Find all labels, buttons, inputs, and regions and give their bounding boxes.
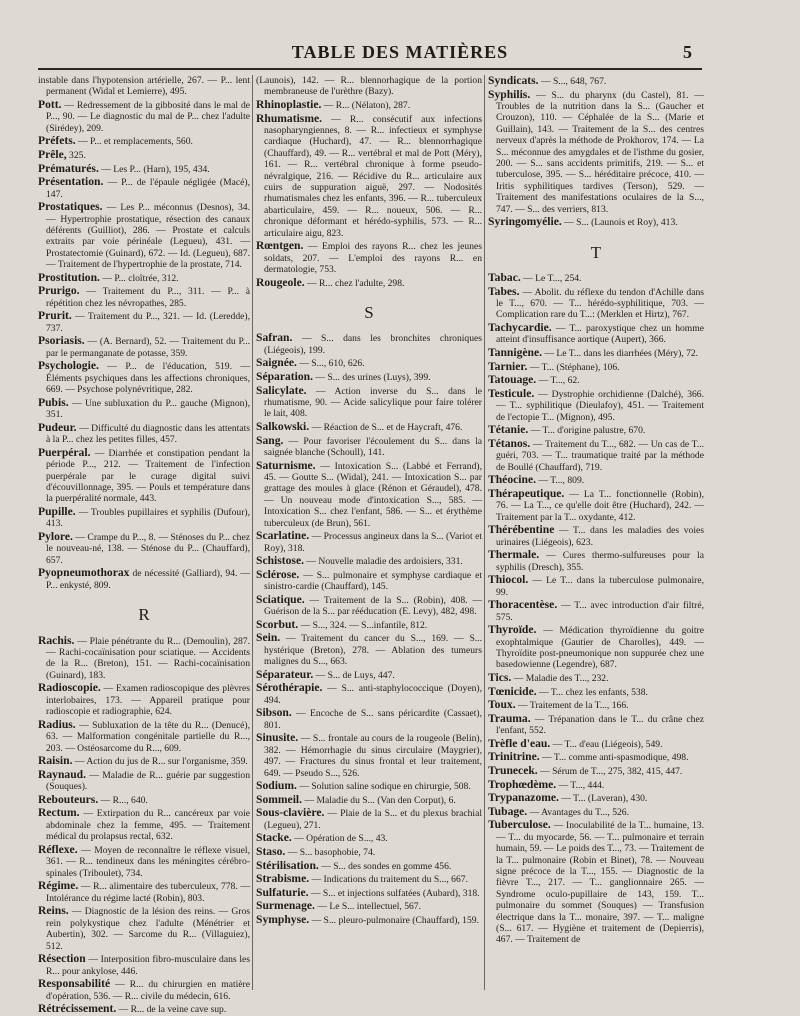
index-entry bbox=[256, 860, 482, 872]
section-letter: R bbox=[138, 605, 150, 625]
entry-text: — R... (Nélaton), 287. bbox=[323, 100, 411, 111]
entry-text: — P... de l'épaule négligée (Macé), 147. bbox=[46, 177, 251, 200]
index-entry bbox=[38, 719, 250, 754]
entry-headword: Pyopneumothorax bbox=[38, 566, 130, 580]
entry-text: — (A. Bernard), 52. — Traitement du P... par le permanganate de potasse, 359. bbox=[46, 336, 250, 359]
entry-headword: Rétrécissement. bbox=[38, 1002, 117, 1016]
entry-text: — Traitement du P..., 311. — P... à répétition chez les névropathes, 285. bbox=[46, 286, 250, 309]
index-entry bbox=[488, 374, 704, 386]
entry-headword: Stérilisation. bbox=[256, 858, 319, 872]
index-entry bbox=[488, 347, 704, 359]
entry-text: — Difficulté du diagnostic dans les attentats à la P... chez les petites filles, 457. bbox=[46, 422, 250, 446]
entry-headword: Prêle, bbox=[38, 148, 67, 161]
index-entry bbox=[38, 880, 250, 904]
entry-headword: Résection bbox=[38, 952, 86, 966]
index-entry bbox=[488, 599, 704, 623]
entry-headword: Prématurés. bbox=[38, 161, 99, 175]
entry-headword: Tabac. bbox=[488, 271, 521, 285]
entry-headword: Tétanos. bbox=[488, 436, 531, 450]
entry-text: — Extirpation du R... cancéreux par voie abdominale chez la femme, 495. — Traitement médical du prolapsus rectal, 632. bbox=[46, 808, 250, 843]
entry-headword: Présentation. bbox=[38, 175, 104, 189]
entry-headword: Puerpéral. bbox=[38, 445, 91, 459]
entry-text: — S..., 648, 767. bbox=[540, 76, 607, 87]
index-entry bbox=[488, 216, 704, 228]
entry-headword: Sein. bbox=[256, 631, 281, 645]
entry-text: — Indications du traitement du S..., 667. bbox=[311, 874, 468, 886]
index-entry bbox=[488, 738, 704, 750]
entry-headword: Raisin. bbox=[38, 754, 73, 768]
entry-text: — Redressement de la gibbosité dans le mal de P..., 90. — Le diagnostic du mal de P... chez l'adulte (Sirédey), 209. bbox=[46, 100, 250, 134]
entry-headword: Sulfaturie. bbox=[256, 885, 309, 899]
entry-headword: Prostitution. bbox=[38, 270, 100, 284]
index-entry bbox=[38, 844, 250, 879]
entry-headword: Thérébentine bbox=[488, 523, 555, 537]
entry-headword: Toux. bbox=[488, 698, 516, 712]
index-entry bbox=[488, 765, 704, 777]
entry-headword: Prurit. bbox=[38, 309, 72, 323]
index-column-3 bbox=[488, 75, 704, 990]
index-entry bbox=[256, 569, 482, 593]
entry-text: — S... du pharynx (du Castel), 81. — Troubles de la nutrition dans la S... (Gaucher et Crouzon), 110. — Céphalée de la S... (Marie et Guillain), 143. — Traitement de la S... des centres nerveux d'après la méthode de Prokhorov, 174. — La S... méconnue des amygdales et de l'isthme du gosier, 200. — S... sans accidents primitifs, 219. — S... et tuberculose, 395. — S... héréditaire précoce, 410. — Iritis syphilitiques tardives (Terson), 529. — Traitement des manifestations oculaires de la S..., 747. — S... des verriers, 813. bbox=[496, 89, 704, 215]
index-entry bbox=[256, 357, 482, 369]
index-entry bbox=[488, 388, 704, 423]
entry-text: — S... anti-staphylococcique (Doyen), 494. bbox=[264, 683, 482, 706]
entry-text: — Diarrhée et constipation pendant la période P..., 212. — Traitement de l'infection puerpérale par le curage digital suivi d'écouvillonnage, 395. — Pouls et température dans la puerpéralité normale, 443. bbox=[46, 447, 250, 505]
index-entry bbox=[488, 286, 704, 321]
entry-text: (Launois), 142. — R... blennorhagique de la portion membraneuse de l'urèthre (Bazy). bbox=[256, 75, 482, 98]
index-entry bbox=[488, 75, 704, 87]
index-entry bbox=[256, 75, 482, 98]
entry-headword: Salicylate. bbox=[256, 383, 307, 397]
entry-headword: Symphyse. bbox=[256, 913, 310, 927]
entry-text: — R..., 640. bbox=[100, 794, 148, 806]
index-column-2 bbox=[256, 75, 482, 990]
entry-text: — Traitement du P..., 321. — Id. (Leredde), 737. bbox=[46, 311, 250, 334]
entry-headword: Sommeil. bbox=[256, 792, 303, 806]
entry-text: — Intoxication S... (Labbé et Ferrand), 45. — Goutte S... (Widal), 241. — Intoxication S... par grattage des moules à glace (Rénon et Géraudel), 478. — Un nouveau mode d'intoxication S..., 585. — Intoxication S... chez l'enfant, 586. — S... et érythème tuberculeux (de Brun), 561. bbox=[264, 460, 482, 529]
entry-text: — Crampe du P..., 8. — Sténoses du P... chez le nouveau-né, 138. — Sténose du P... (Chauffard), 657. bbox=[46, 532, 250, 566]
entry-text: — Opération de S..., 43. bbox=[294, 833, 388, 845]
column-divider bbox=[484, 75, 485, 990]
entry-headword: Thyroïde. bbox=[488, 623, 537, 637]
index-entry bbox=[256, 846, 482, 858]
entry-headword: Pott. bbox=[38, 98, 62, 111]
index-entry bbox=[38, 807, 250, 842]
entry-text: — Médication thyroïdienne du goitre exophtalmique (Gautier de Charolles), 449. — Thyroïdite post-pneumonique non suppurée chez une basedowienne (Legendre), 687. bbox=[496, 625, 704, 671]
entry-headword: Trunecek. bbox=[488, 764, 538, 778]
entry-headword: Thérapeutique. bbox=[488, 486, 565, 500]
entry-headword: Psoriasis. bbox=[38, 334, 85, 348]
index-entry bbox=[38, 397, 250, 421]
index-entry bbox=[256, 682, 482, 706]
entry-text: — S... de Luys, 447. bbox=[315, 669, 395, 681]
index-entry bbox=[488, 474, 704, 486]
index-entry bbox=[488, 424, 704, 436]
entry-headword: Sous-clavière. bbox=[256, 806, 325, 820]
index-entry bbox=[38, 360, 250, 395]
entry-headword: Trauma. bbox=[488, 711, 531, 725]
entry-text: — Le S... intellectuel, 567. bbox=[317, 901, 421, 913]
index-entry bbox=[38, 635, 250, 682]
index-entry bbox=[488, 488, 704, 523]
entry-text: — Traitement du cancer du S..., 169. — S... hystérique (Breton), 278. — Ablation des tumeurs malignes du S..., 663. bbox=[264, 633, 482, 668]
entry-headword: Sibson. bbox=[256, 706, 292, 720]
entry-headword: Scarlatine. bbox=[256, 529, 310, 543]
entry-text: — Dystrophie orchidienne (Dalché), 366. — T... syphilitique (Dieulafoy), 451. — Traitement de l'ectopie T... (Mignon), 495. bbox=[496, 388, 704, 423]
entry-headword: Trypanazome. bbox=[488, 791, 559, 805]
entry-text: — T... paroxystique chez un homme atteint d'insuffisance aortique (Aupert), 366. bbox=[496, 323, 704, 346]
entry-headword: Sinusite. bbox=[256, 731, 299, 745]
entry-headword: Trèfle d'eau. bbox=[488, 736, 551, 750]
entry-text: — S..., 324. — S...infantile, 812. bbox=[300, 619, 428, 631]
index-entry bbox=[488, 686, 704, 698]
page-header bbox=[0, 42, 800, 68]
index-entry bbox=[256, 99, 482, 111]
index-entry bbox=[488, 524, 704, 548]
index-entry bbox=[38, 567, 250, 591]
entry-text: — S... dans les bronchites chroniques (Liégeois), 199. bbox=[264, 333, 482, 356]
entry-headword: Trinitrine. bbox=[488, 750, 540, 764]
entry-headword: Saignée. bbox=[256, 356, 297, 370]
entry-text: — Le T..., 254. bbox=[523, 273, 582, 285]
index-entry bbox=[256, 460, 482, 529]
index-entry bbox=[256, 807, 482, 831]
entry-headword: Tachycardie. bbox=[488, 321, 552, 335]
entry-text: — Abolit. du réflexe du tendon d'Achille dans le T..., 670. — T... hérédo-syphilitique, 703. — Complication rare du T...: (Merklen et Hirtz), 767. bbox=[496, 286, 704, 321]
index-entry bbox=[38, 285, 250, 309]
entry-headword: Tannigène. bbox=[488, 346, 543, 360]
index-entry bbox=[38, 335, 250, 359]
entry-headword: Théocine. bbox=[488, 473, 536, 487]
entry-text: — Les P... méconnus (Desnos), 34. — Hypertrophie prostatique, résection des canaux déférents (Guilliot), 286. — Prostate et calculs extraits par voie périnéale (Legueu), 431. — Prostatectomie (Guinard), 672. — Id. (Legueu), 687. — Traitement de l'hypertrophie de la prostate, 714. bbox=[46, 202, 250, 271]
entry-headword: Radius. bbox=[38, 717, 76, 731]
entry-headword: Tubage. bbox=[488, 804, 528, 818]
entry-headword: Prostatiques. bbox=[38, 200, 103, 214]
entry-headword: Sclérose. bbox=[256, 567, 300, 581]
entry-headword: Schistose. bbox=[256, 554, 304, 568]
index-entry bbox=[256, 435, 482, 459]
entry-headword: Séparation. bbox=[256, 370, 314, 384]
entry-text: — P... de l'éducation, 519. — Éléments psychiques dans les affections chroniques, 669. — Psychose polynévritique, 282. bbox=[46, 361, 250, 396]
entry-headword: Préfets. bbox=[38, 134, 76, 148]
index-entry bbox=[38, 149, 250, 161]
entry-headword: Saturnisme. bbox=[256, 458, 316, 472]
entry-text: — P... et remplacements, 560. bbox=[78, 136, 193, 148]
index-column-1 bbox=[38, 75, 251, 1016]
entry-text: — S..., 610, 626. bbox=[299, 358, 365, 370]
entry-text: — Traitement du T..., 682. — Un cas de T... guéri, 703. — T... traumatique traité par la méthode de Boullé (Chauffard), 719. bbox=[496, 438, 704, 473]
entry-text: — Emploi des rayons R... chez les jeunes soldats, 207. — L'emploi des rayons R... en dermatologie, 753. bbox=[264, 241, 482, 276]
entry-text: — Avantages du T..., 526. bbox=[529, 806, 629, 818]
header-rule bbox=[38, 68, 702, 70]
entry-text: — R... alimentaire des tuberculeux, 778. — Intolérance du régime lacté (Robin), 803. bbox=[46, 881, 250, 904]
entry-text: — Nouvelle maladie des ardoisiers, 331. bbox=[306, 556, 463, 568]
entry-text: — Maladie du S... (Van den Corput), 6. bbox=[304, 794, 456, 806]
entry-headword: Thoracentèse. bbox=[488, 598, 558, 612]
entry-headword: Régime. bbox=[38, 879, 79, 893]
entry-headword: Responsabilité bbox=[38, 977, 111, 991]
entry-text: — Troubles pupillaires et syphilis (Dufour), 413. bbox=[46, 507, 250, 530]
index-entry bbox=[38, 272, 250, 284]
entry-headword: Tarnier. bbox=[488, 359, 528, 373]
index-entry bbox=[256, 385, 482, 420]
entry-headword: Pubis. bbox=[38, 395, 69, 409]
index-entry bbox=[488, 549, 704, 573]
index-entry bbox=[256, 900, 482, 912]
entry-headword: Tatouage. bbox=[488, 373, 537, 387]
entry-text: — Diagnostic de la lésion des reins. — Gros rein polykystique chez l'adulte (Ménétrier et Aubertin), 302. — Sarcome du R... (Villaguiez), 512. bbox=[46, 906, 250, 952]
entry-headword: Radioscopie. bbox=[38, 681, 101, 695]
entry-headword: Rhinoplastie. bbox=[256, 98, 322, 111]
entry-text: — Traitement de la S... (Robin), 408. — Guérison de la S... par rééducation (E. Levy), 482, 498. bbox=[264, 594, 483, 618]
index-entry bbox=[256, 832, 482, 844]
entry-text: — S... des sondes en gomme 456. bbox=[321, 860, 452, 872]
entry-headword: Reins. bbox=[38, 904, 69, 918]
index-entry bbox=[488, 792, 704, 804]
entry-text: — Maladie de R... guérie par suggestion (Souques). bbox=[46, 769, 250, 793]
index-entry bbox=[488, 624, 704, 671]
entry-text: — S... (Launois et Roy), 413. bbox=[564, 217, 678, 229]
index-entry bbox=[488, 574, 704, 598]
entry-text: — T... d'origine palustre, 670. bbox=[530, 425, 646, 437]
entry-headword: Sciatique. bbox=[256, 592, 305, 606]
entry-text: — Moyen de reconnaître le réflexe visuel, 361. — R... tendineux dans les méningites cérébro-spinales (Triboulet), 734. bbox=[46, 844, 250, 879]
index-entry bbox=[38, 176, 250, 200]
entry-headword: Pylore. bbox=[38, 530, 73, 544]
entry-headword: Thiocol. bbox=[488, 573, 529, 587]
entry-text: — Le T... dans la tuberculose pulmonaire, 99. bbox=[496, 575, 705, 598]
index-entry bbox=[256, 619, 482, 631]
entry-text: 325. bbox=[69, 150, 86, 161]
index-entry bbox=[38, 99, 250, 134]
entry-headword: Testicule. bbox=[488, 386, 535, 400]
index-entry bbox=[256, 240, 482, 275]
index-entry bbox=[488, 322, 704, 346]
entry-headword: Rougeole. bbox=[256, 275, 305, 289]
entry-headword: Tœnicide. bbox=[488, 684, 537, 698]
entry-headword: Pudeur. bbox=[38, 420, 77, 434]
index-entry bbox=[38, 447, 250, 505]
entry-text: — T..., 809. bbox=[538, 475, 585, 487]
entry-headword: Rectum. bbox=[38, 806, 80, 820]
index-entry bbox=[38, 506, 250, 530]
entry-headword: Sérothérapie. bbox=[256, 681, 323, 695]
index-entry bbox=[256, 914, 482, 926]
index-entry bbox=[256, 594, 482, 618]
index-entry bbox=[488, 806, 704, 818]
entry-text: — Une subluxation du P... gauche (Mignon), 351. bbox=[46, 397, 251, 421]
index-entry bbox=[38, 75, 250, 98]
section-letter: S bbox=[364, 303, 374, 323]
entry-text: — R... du chirurgien en matière d'opération, 536. — R... civile du médecin, 616. bbox=[46, 979, 250, 1002]
entry-headword: Safran. bbox=[256, 331, 293, 345]
entry-headword: Rhumatisme. bbox=[256, 111, 323, 125]
entry-headword: Séparateur. bbox=[256, 667, 314, 681]
entry-text: de nécessité (Galliard), 94. — P... enkysté, 809. bbox=[46, 568, 250, 591]
entry-text: — Interposition fibro-musculaire dans les R... pour ankylose, 446. bbox=[46, 954, 250, 977]
entry-headword: Strabisme. bbox=[256, 872, 310, 886]
entry-text: — T... avec introduction d'air filtré, 575. bbox=[496, 600, 704, 623]
entry-text: — Sérum de T..., 275, 382, 415, 447. bbox=[540, 766, 683, 778]
entry-text: — Processus angineux dans la S... (Variot et Roy), 318. bbox=[264, 531, 482, 554]
index-entry bbox=[488, 779, 704, 791]
entry-headword: Rachis. bbox=[38, 633, 75, 647]
entry-text: — Examen radioscopique des plèvres interlobaires, 173. — Appareil pratique pour radioscopie et radiographie, 624. bbox=[46, 683, 250, 718]
index-entry bbox=[488, 751, 704, 763]
entry-text: — Maladie des T..., 232. bbox=[513, 673, 609, 685]
index-entry bbox=[38, 531, 250, 566]
entry-text: — R... de la veine cave sup. bbox=[118, 1004, 227, 1016]
entry-text: — Action inverse du S... dans le rhumatisme, 90. — Acide salicylique pour faire tolérer le lait, 408. bbox=[264, 385, 482, 420]
entry-text: instable dans l'hypotension artérielle, 267. — P... lent permanent (Widal et Lemierre), 495. bbox=[38, 75, 250, 98]
index-entry bbox=[38, 135, 250, 147]
index-entry bbox=[256, 530, 482, 554]
index-entry bbox=[256, 332, 482, 356]
entry-headword: Raynaud. bbox=[38, 767, 87, 781]
index-entry bbox=[38, 978, 250, 1002]
index-entry bbox=[488, 272, 704, 284]
entry-headword: Rœntgen. bbox=[256, 239, 304, 253]
index-entry bbox=[38, 682, 250, 717]
index-entry bbox=[38, 953, 250, 977]
entry-headword: Syringomyélie. bbox=[488, 215, 562, 229]
index-entry bbox=[488, 699, 704, 711]
entry-text: — Solution saline sodique en chirurgie, 508. bbox=[299, 781, 471, 793]
index-columns bbox=[38, 74, 705, 1016]
index-entry bbox=[38, 755, 250, 767]
entry-headword: Staso. bbox=[256, 845, 286, 859]
entry-text: — P... cloîtrée, 312. bbox=[102, 272, 179, 284]
index-entry bbox=[256, 732, 482, 779]
entry-headword: Sodium. bbox=[256, 779, 297, 793]
index-entry bbox=[256, 780, 482, 792]
entry-headword: Prurigo. bbox=[38, 284, 80, 298]
entry-headword: Rebouteurs. bbox=[38, 792, 99, 806]
index-entry bbox=[256, 887, 482, 899]
entry-headword: Sang. bbox=[256, 433, 284, 447]
entry-headword: Syndicats. bbox=[488, 74, 539, 87]
index-entry bbox=[38, 310, 250, 334]
index-entry bbox=[38, 163, 250, 175]
section-letter: T bbox=[590, 242, 602, 262]
index-entry bbox=[256, 421, 482, 433]
index-entry bbox=[38, 201, 250, 270]
index-entry bbox=[38, 422, 250, 446]
entry-text: — T... d'eau (Liégeois), 549. bbox=[552, 738, 663, 750]
entry-headword: Psychologie. bbox=[38, 359, 99, 373]
entry-headword: Salkowski. bbox=[256, 420, 310, 434]
entry-text: — Plaie de la S... et du plexus brachial (Legueu), 271. bbox=[264, 808, 483, 831]
entry-text: — S... basophobie, 74. bbox=[287, 847, 376, 859]
entry-text: — T... chez les enfants, 538. bbox=[539, 686, 648, 698]
entry-text: — S... des urines (Luys), 399. bbox=[315, 372, 431, 384]
entry-text: — R... chez l'adulte, 298. bbox=[307, 277, 405, 289]
entry-text: — T... comme anti-spasmodique, 498. bbox=[542, 752, 689, 764]
entry-text: — T... dans les maladies des voies urinaires (Liégeois), 623. bbox=[496, 525, 704, 548]
entry-text: — Pour favoriser l'écoulement du S... dans la saignée blanche (Schoull), 141. bbox=[264, 435, 482, 459]
index-entry bbox=[256, 707, 482, 731]
entry-headword: Stacke. bbox=[256, 831, 292, 845]
index-entry bbox=[38, 769, 250, 793]
entry-headword: Tétanie. bbox=[488, 423, 529, 437]
entry-text: — T... (Stéphane), 106. bbox=[529, 361, 620, 373]
entry-text: — Encoche de S... sans péricardite (Cassaet), 801. bbox=[264, 708, 482, 731]
index-entry bbox=[488, 713, 704, 737]
entry-text: — Subluxation de la tête du R... (Denucé), 63. — Malformation congénitale partielle du R..., 203. — Ostéosarcome du R..., 609. bbox=[46, 719, 250, 754]
column-divider bbox=[252, 75, 253, 990]
index-entry bbox=[38, 794, 250, 806]
index-entry bbox=[256, 555, 482, 567]
index-entry bbox=[256, 669, 482, 681]
entry-headword: Trophœdème. bbox=[488, 777, 557, 791]
page-title: TABLE DES MATIÈRES bbox=[291, 42, 509, 62]
entry-text: — S... et injections sulfatées (Aubard), 318. bbox=[310, 887, 480, 899]
entry-text: — Le T... dans les diarrhées (Méry), 72. bbox=[544, 348, 699, 360]
entry-text: — Traitement de la T..., 166. bbox=[518, 700, 629, 712]
entry-text: — Action du jus de R... sur l'organisme, 359. bbox=[74, 756, 248, 768]
entry-text: — Les P... (Harn), 195, 434. bbox=[101, 163, 210, 175]
entry-text: — T..., 62. bbox=[538, 375, 580, 387]
entry-headword: Scorbut. bbox=[256, 617, 299, 631]
entry-text: — S... pulmonaire et symphyse cardiaque et sinistro-cardie (Chauffard), 145. bbox=[264, 569, 482, 593]
index-entry bbox=[256, 873, 482, 885]
entry-text: — Réaction de S... et de Haycraft, 476. bbox=[311, 422, 463, 434]
entry-headword: Tuberculose. bbox=[488, 818, 551, 832]
entry-text: — Cures thermo-sulfureuses pour la syphilis (Dresch), 355. bbox=[496, 550, 704, 573]
entry-headword: Thermale. bbox=[488, 548, 540, 562]
index-entry bbox=[38, 1003, 250, 1015]
entry-headword: Syphilis. bbox=[488, 87, 531, 101]
entry-headword: Tabes. bbox=[488, 284, 520, 298]
entry-headword: Surmenage. bbox=[256, 899, 315, 913]
entry-text: — S... frontale au cours de la rougeole (Belin), 382. — Hémorrhagie du sinus circulaire (Maygrier), 497. — Fractures du sinus frontal et leur traitement, 649. — Pseudo S..., 526. bbox=[264, 733, 482, 779]
index-entry bbox=[256, 277, 482, 289]
index-entry bbox=[488, 361, 704, 373]
entry-text: — T..., 444. bbox=[558, 779, 605, 791]
entry-text: — La T... fonctionnelle (Robin), 76. — La T..., ce qu'elle doit être (Huchard), 242. — Traitement par la T... oxydante, 412. bbox=[496, 488, 704, 523]
index-entry bbox=[488, 672, 704, 684]
entry-headword: Tics. bbox=[488, 671, 512, 685]
index-entry bbox=[256, 113, 482, 239]
index-entry bbox=[256, 632, 482, 667]
index-entry bbox=[488, 89, 704, 215]
index-entry bbox=[38, 905, 250, 952]
index-entry bbox=[256, 371, 482, 383]
entry-headword: Réflexe. bbox=[38, 842, 78, 856]
entry-text: — T... (Laveran), 430. bbox=[561, 793, 648, 805]
entry-text: — R... consécutif aux infections nasopharyngiennes, 8. — R... infectieux et symphyse cardiaque (Huchard), 47. — R... blennorrhagique (Chauffard), 49. — R... vertébral et mal de Pott (Méry), 161. — R... vertébral chronique à forme pseudo-névralgique, 216. — Récidive du R... articulaire aux cuirs de suppuration aiguë, 297. — Nodosités rhumatismales chez les enfants, 396. — R... tuberculeux abarticulaire, 459. — R... noueux, 506. — R... chronique déformant et hérédo-syphilis, 573. — R... articulaire aigu, 823. bbox=[264, 113, 482, 239]
index-entry bbox=[488, 819, 704, 945]
entry-text: — Inoculabilité de la T... humaine, 13. — T... du myocarde, 56. — T... pulmonaire et terrain humain, 59. — Le poids des T..., 73. — Traitement de la T... pulmonaire (Robin et Binet), 78. — Nouveau signe précoce de la T..., 155. — Diagnostic de la fièvre T..., 217. — T... ganglionnaire 265. — Syndrome oculo-pupillaire de 143, 159. T... pulmonaire du sommet (Souques) — Transfusion électrique dans la T... monaire, 397. — T... maligne (S... 617. — Hygiène et traitement de (Depierris), 467. — Traitement de bbox=[496, 820, 704, 946]
index-entry bbox=[256, 794, 482, 806]
entry-text: — Trépanation dans le T... du crâne chez l'enfant, 552. bbox=[496, 713, 704, 737]
index-entry bbox=[488, 438, 704, 473]
page-number: 5 bbox=[683, 42, 692, 62]
entry-text: — Plaie pénétrante du R... (Demoulin), 287. — Rachi-cocaïnisation pour sciatique. — Accidents de la R... (Breton), 151. — Rachi-cocaïnisation (Guinard), 183. bbox=[46, 635, 250, 681]
entry-headword: Pupille. bbox=[38, 505, 76, 519]
entry-text: — S... pleuro-pulmonaire (Chauffard), 159. bbox=[311, 915, 479, 927]
